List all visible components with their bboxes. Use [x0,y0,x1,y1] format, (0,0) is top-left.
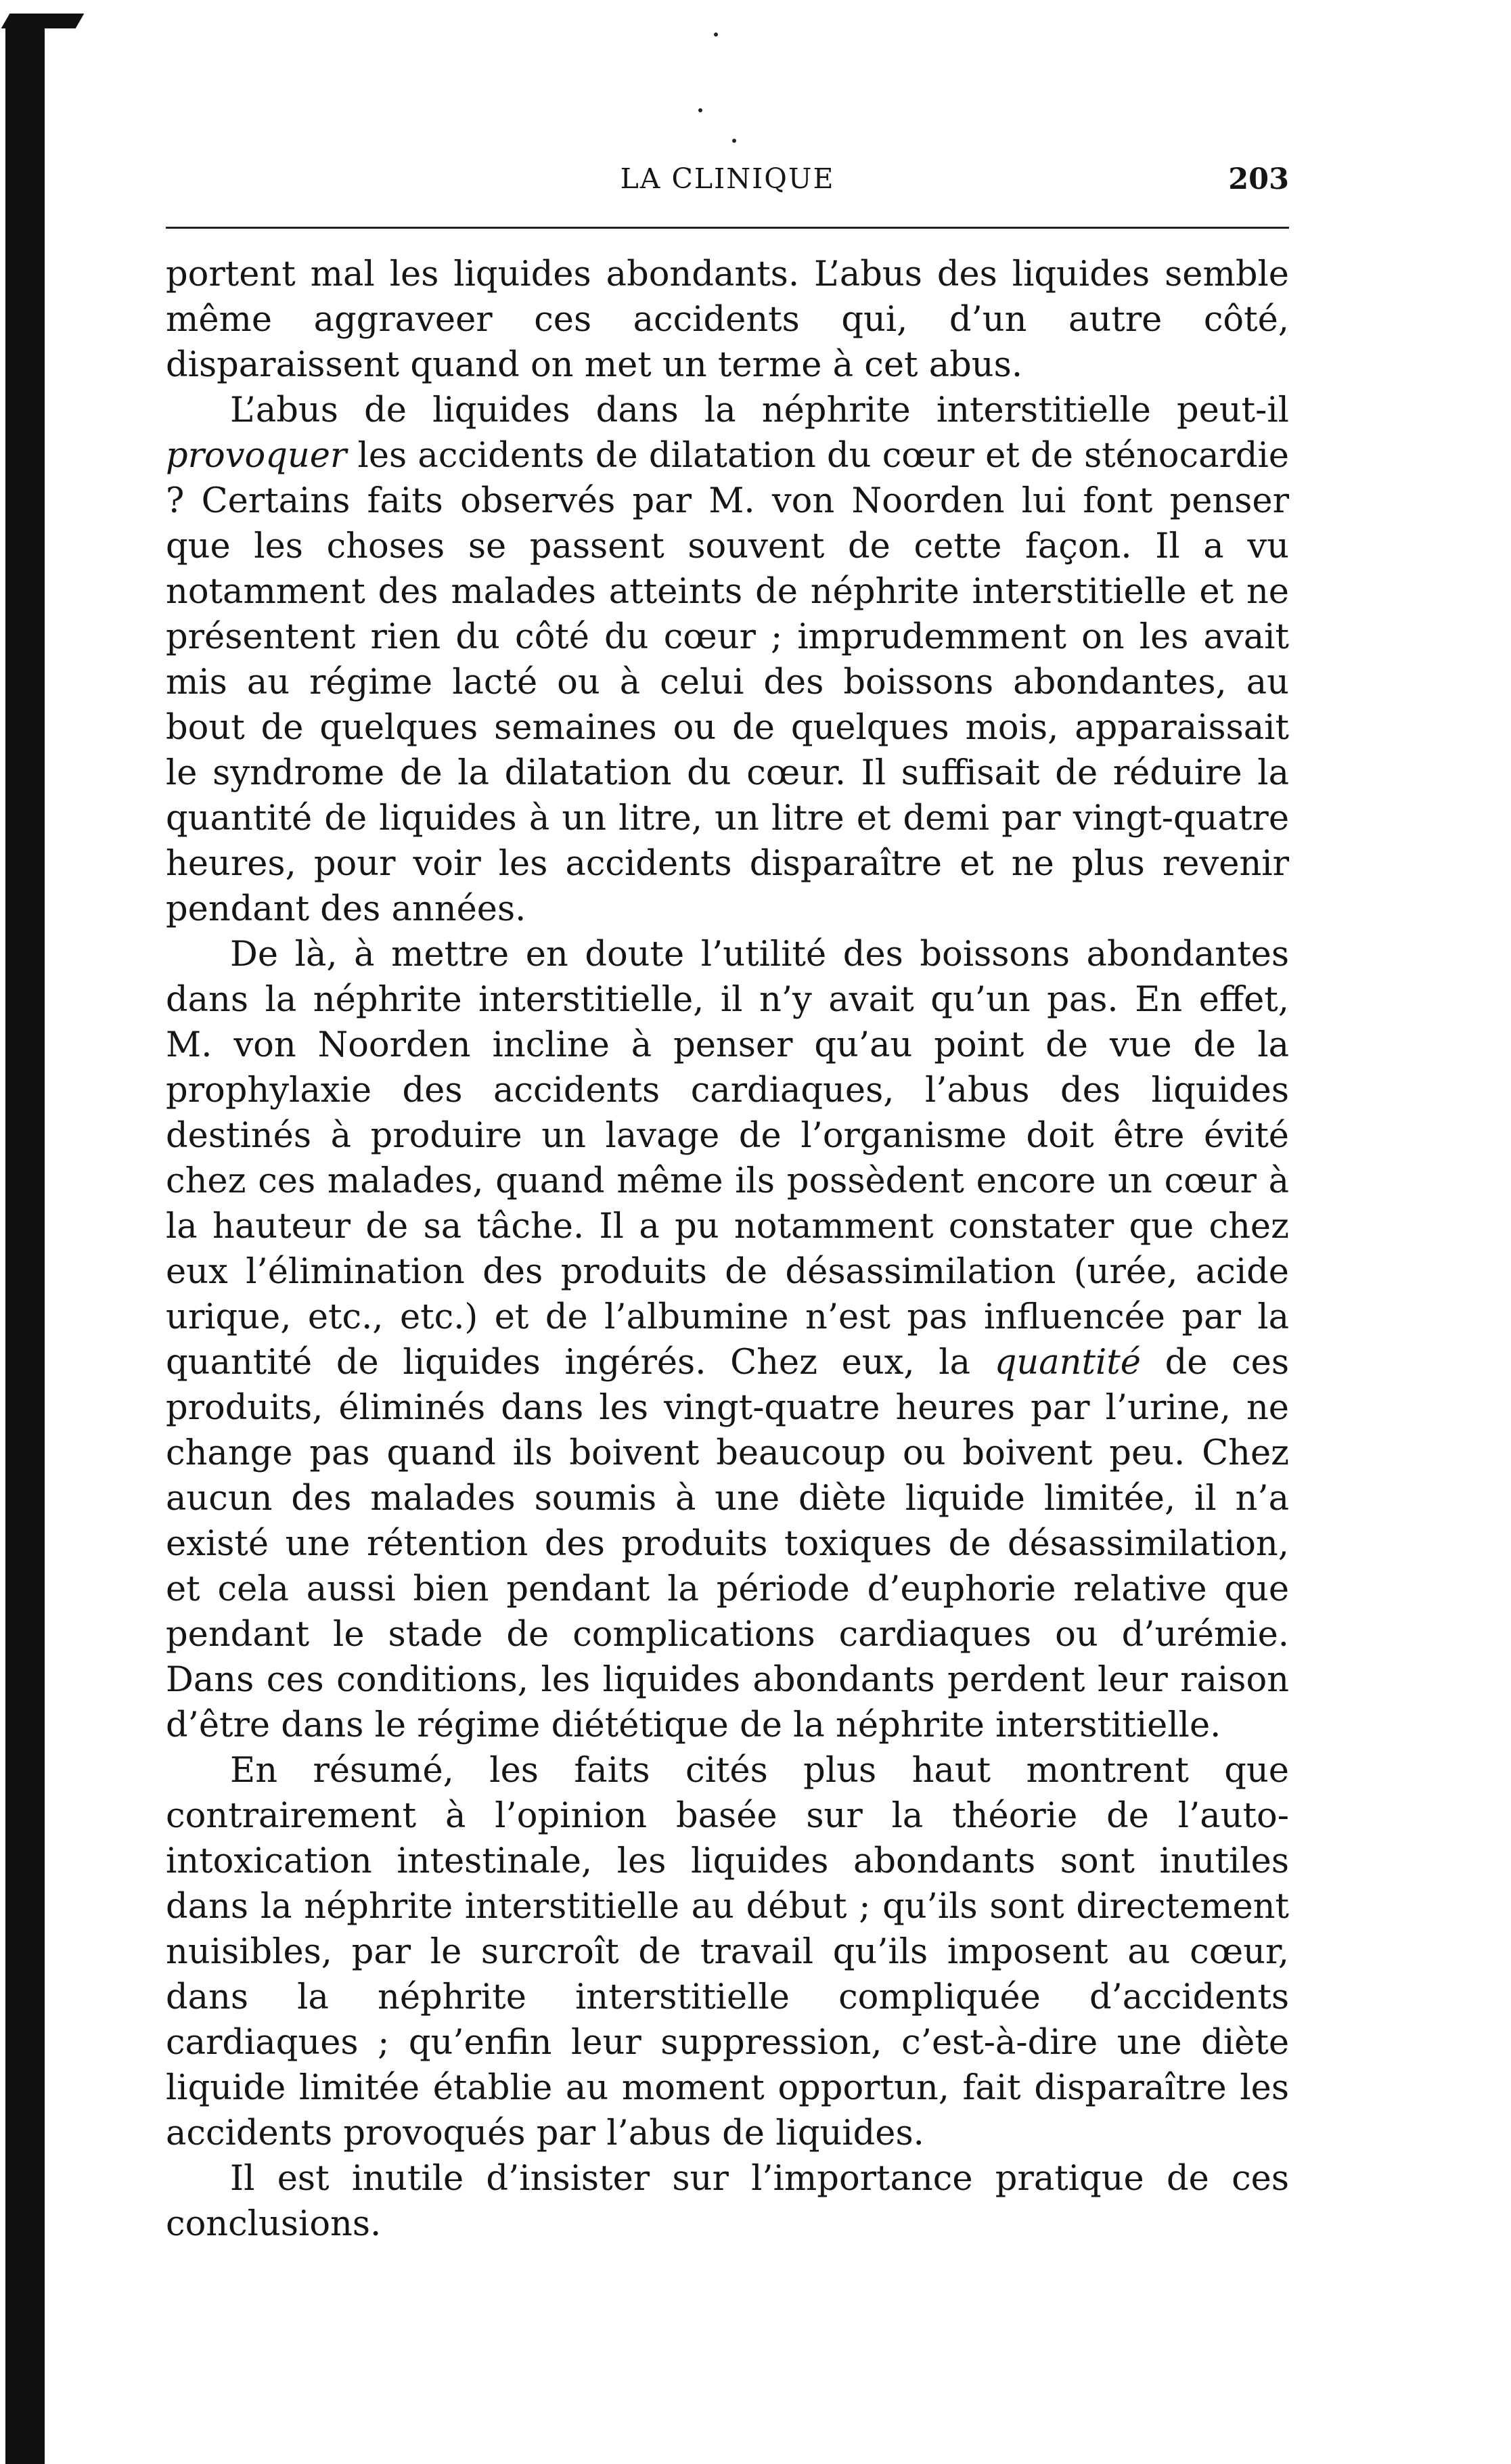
paragraph-prophylaxis [166,932,1289,1748]
ink-speck [714,32,718,37]
running-head [166,162,1289,210]
running-title: LA CLINIQUE [620,162,835,195]
binding-edge [5,24,45,2464]
paragraph-text: Il est inutile d’insister sur l’importance pratique de ces conclusions. [166,2159,1289,2244]
page-number: 203 [1228,162,1289,196]
italic-term: quantité [994,1343,1141,1383]
paragraph-text: de ces produits, éliminés dans les vingt-quatre heures par l’urine, ne change pas quand ils boivent beaucoup ou boivent peu. Chez aucun des malades soumis à une diète liquide limitée, il n’a existé une rétention des produits toxiques de désassimilation, et cela aussi bien pendant la période d’euphorie relative que pendant le stade de complications cardiaques ou d’urémie. Dans ces conditions, les liquides abondants perdent leur raison d’être dans le régime diététique de la néphrite interstitielle. [166,1343,1290,1745]
paragraph-text: portent mal les liquides abondants. L’abus des liquides semble même aggraveer ces accidents qui, d’un autre côté, disparaissent quand on met un terme à cet abus. [166,254,1289,385]
text-body [166,252,1289,2247]
paragraph-conclusion [166,2156,1289,2247]
paragraph-summary [166,1748,1289,2156]
header-rule [166,227,1289,229]
ink-speck [732,139,736,143]
ink-speck [698,108,702,112]
binding-edge-top [0,0,156,37]
paragraph-text: En résumé, les faits cités plus haut montrent que contrairement à l’opinion basée sur la théorie de l’auto-intoxication intestinale, les liquides abondants sont inutiles dans la néphrite interstitielle au début ; qu’ils sont directement nuisibles, par le surcroît de travail qu’ils imposent au cœur, dans la néphrite interstitielle compliquée d’accidents cardiaques ; qu’enfin leur suppression, c’est-à-dire une diète liquide limitée établie au moment opportun, fait disparaître les accidents provoqués par l’abus de liquides. [166,1751,1289,2153]
italic-term: provoquer [166,436,347,476]
paragraph-text: L’abus de liquides dans la néphrite interstitielle peut-il [230,390,1289,430]
paragraph-text: De là, à mettre en doute l’utilité des boissons abondantes dans la néphrite interstitielle, il n’y avait qu’un pas. En effet, M. von Noorden incline à penser qu’au point de vue de la prophylaxie des accidents cardiaques, l’abus des liquides destinés à produire un lavage de l’organisme doit être évité chez ces malades, quand même ils possèdent encore un cœur à la hauteur de sa tâche. Il a pu notamment constater que chez eux l’élimination des produits de désassimilation (urée, acide urique, etc., etc.) et de l’albumine n’est pas influencée par la quantité de liquides ingérés. Chez eux, la [166,935,1289,1383]
paragraph-text: les accidents de dilatation du cœur et de sténocardie ? Certains faits observés par M. von Noorden lui font penser que les choses se passent souvent de cette façon. Il a vu notamment des malades atteints de néphrite interstitielle et ne présentent rien du côté du cœur ; imprudemment on les avait mis au régime lacté ou à celui des boissons abondantes, au bout de quelques semaines ou de quelques mois, apparaissait le syndrome de la dilatation du cœur. Il suffisait de réduire la quantité de liquides à un litre, un litre et demi par vingt-quatre heures, pour voir les accidents disparaître et ne plus revenir pendant des années. [166,436,1289,929]
paragraph-continuation [166,252,1289,388]
paragraph-noorden-observations [166,388,1289,932]
